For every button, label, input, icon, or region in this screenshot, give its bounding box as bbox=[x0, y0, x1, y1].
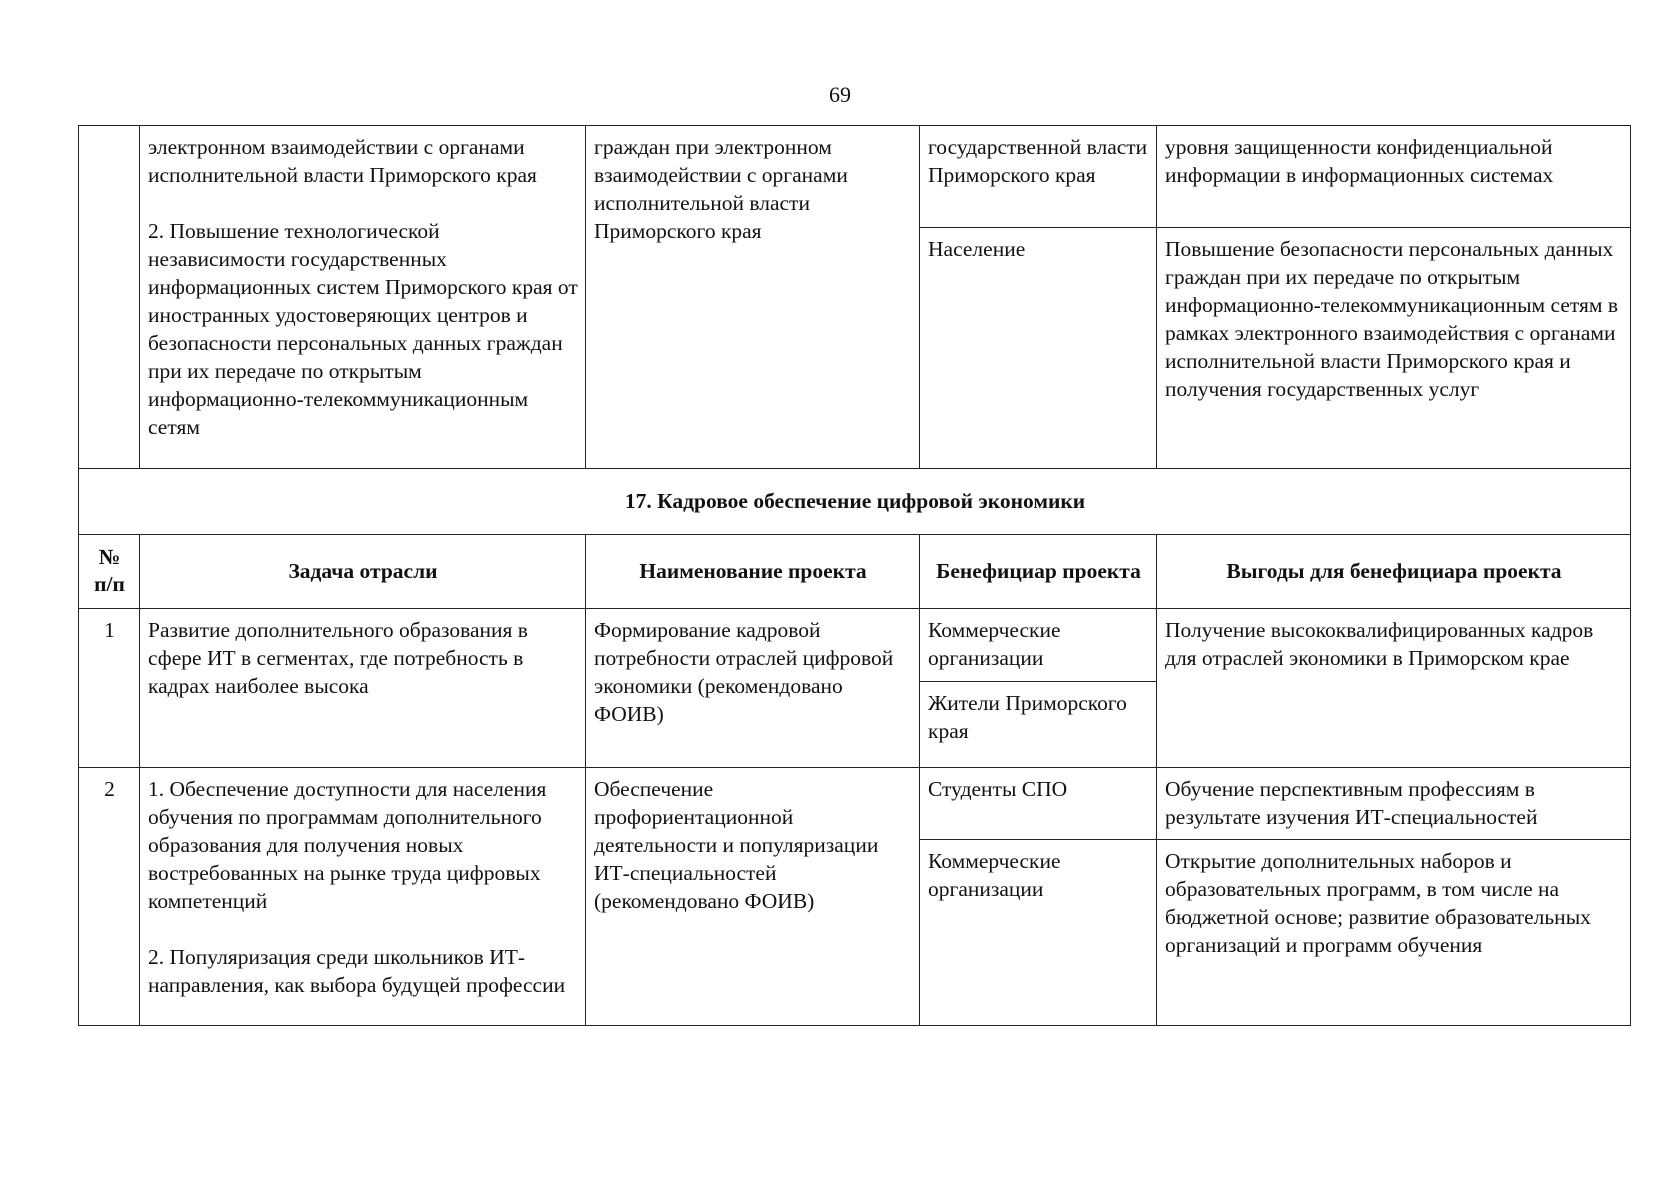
row2-task-para-2: 2. Популяризация среди школьников ИТ-направления, как выбора будущей профессии bbox=[148, 945, 566, 997]
cont-beneficiary-1: государственной власти Приморского края bbox=[920, 126, 1157, 228]
row2-project: Обеспечение профориентационной деятельности и популяризации ИТ-специальностей (рекомендовано ФОИВ) bbox=[586, 768, 920, 1026]
cont-task-para-2: 2. Повышение технологической независимости государственных информационных систем Приморского края от иностранных удостоверяющих центров и безопасности персональных данных граждан при их передаче по открытым информационно-телекоммуникационным сетям bbox=[148, 219, 578, 439]
row2-task-para-1: 1. Обеспечение доступности для населения обучения по программам дополнительного образования для получения новых востребованных на рынке труда цифровых компетенций bbox=[148, 777, 547, 913]
page-number: 69 bbox=[829, 82, 851, 107]
header-project: Наименование проекта bbox=[586, 535, 920, 609]
row2-beneficiary-2: Коммерческие организации bbox=[920, 840, 1157, 1026]
table-row-2a bbox=[79, 768, 1631, 840]
header-task: Задача отрасли bbox=[140, 535, 586, 609]
cont-project-cell: граждан при электронном взаимодействии с органами исполнительной власти Приморского края bbox=[586, 126, 920, 469]
header-beneficiary: Бенефициар проекта bbox=[920, 535, 1157, 609]
row1-beneficiary-2: Жители Приморского края bbox=[920, 682, 1157, 768]
row1-num: 1 bbox=[79, 609, 140, 768]
header-benefit: Выгоды для бенефициара проекта bbox=[1157, 535, 1631, 609]
row2-benefit-2: Открытие дополнительных наборов и образовательных программ, в том числе на бюджетной основе; развитие образовательных организаций и программ обучения bbox=[1157, 840, 1631, 1026]
cont-task-para-1: электронном взаимодействии с органами исполнительной власти Приморского края bbox=[148, 135, 537, 187]
cont-beneficiary-2: Население bbox=[920, 228, 1157, 469]
header-num: № п/п bbox=[79, 535, 140, 609]
cont-benefit-1: уровня защищенности конфиденциальной информации в информационных системах bbox=[1157, 126, 1631, 228]
section-row bbox=[79, 469, 1631, 535]
table-row-1a bbox=[79, 609, 1631, 682]
section-title: 17. Кадровое обеспечение цифровой экономики bbox=[79, 469, 1631, 535]
row2-benefit-1: Обучение перспективным профессиям в результате изучения ИТ-специальностей bbox=[1157, 768, 1631, 840]
cont-task-cell bbox=[140, 126, 586, 469]
row2-num: 2 bbox=[79, 768, 140, 1026]
cont-benefit-2: Повышение безопасности персональных данных граждан при их передаче по открытым информационно-телекоммуникационным сетям в рамках электронного взаимодействия с органами исполнительной власти Приморского края и получения государственных услуг bbox=[1157, 228, 1631, 469]
row2-task bbox=[140, 768, 586, 1026]
cont-num-cell bbox=[79, 126, 140, 469]
row1-project: Формирование кадровой потребности отраслей цифровой экономики (рекомендовано ФОИВ) bbox=[586, 609, 920, 768]
header-row bbox=[79, 535, 1631, 609]
row2-beneficiary-1: Студенты СПО bbox=[920, 768, 1157, 840]
document-table bbox=[78, 125, 1631, 1026]
row1-beneficiary-1: Коммерческие организации bbox=[920, 609, 1157, 682]
continuation-row-a bbox=[79, 126, 1631, 228]
row1-benefit: Получение высококвалифицированных кадров для отраслей экономики в Приморском крае bbox=[1157, 609, 1631, 768]
row1-task: Развитие дополнительного образования в сфере ИТ в сегментах, где потребность в кадрах наиболее высока bbox=[140, 609, 586, 768]
